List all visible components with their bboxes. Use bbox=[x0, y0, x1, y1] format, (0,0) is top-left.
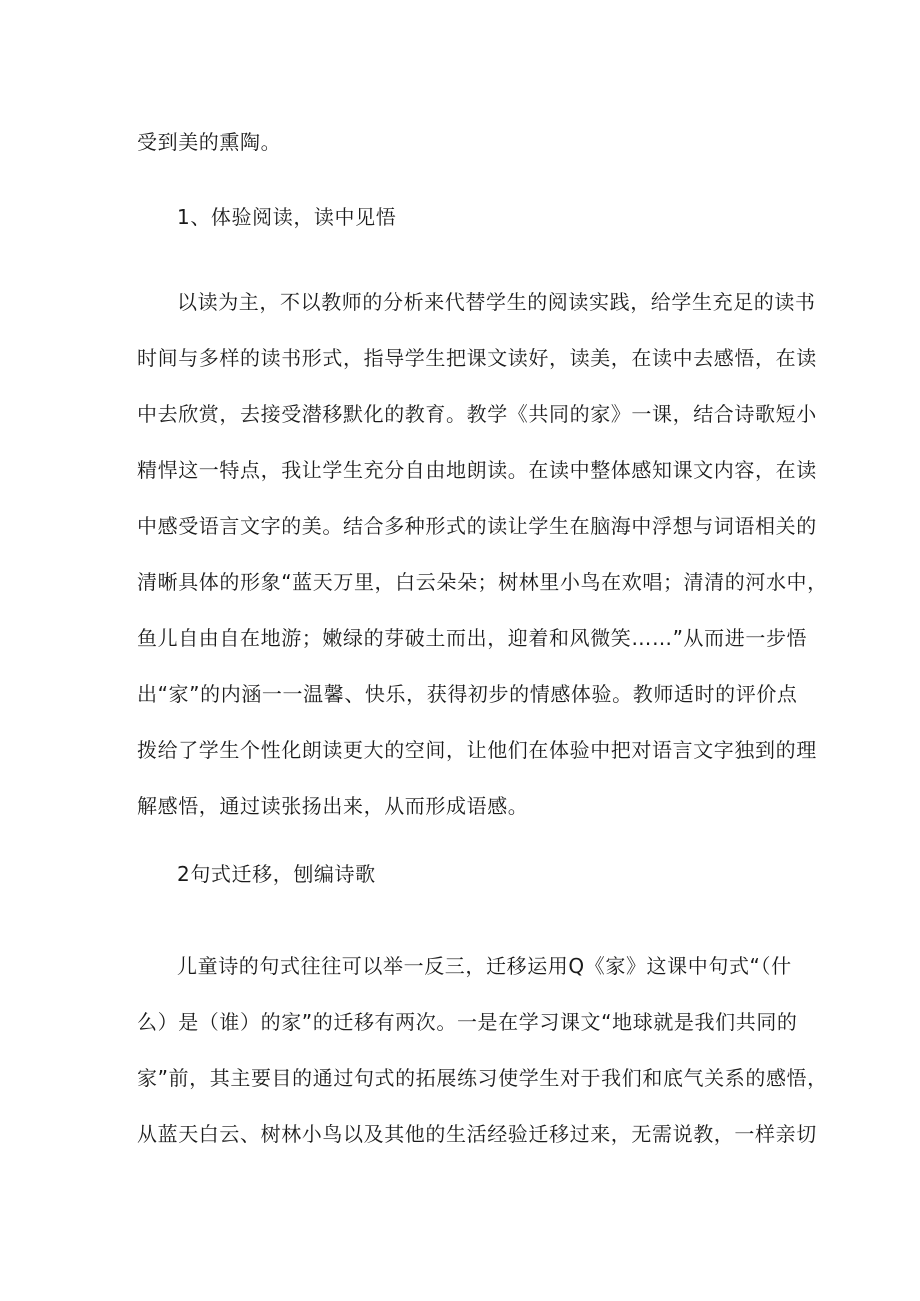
paragraph-line: 精悍这一特点，我让学生充分自由地朗读。在读中整体感知课文内容，在读 bbox=[137, 458, 817, 482]
section-heading: 1、体验阅读，读中见悟 bbox=[177, 205, 397, 229]
paragraph-line: 鱼儿自由自在地游；嫩绿的芽破土而出，迎着和风微笑……”从而进一步悟 bbox=[137, 626, 808, 650]
paragraph-line: 受到美的熏陶。 bbox=[137, 130, 282, 154]
paragraph-line: 么）是（谁）的家”的迁移有两次。一是在学习课文“地球就是我们共同的 bbox=[137, 1010, 798, 1034]
paragraph-line: 中感受语言文字的美。结合多种形式的读让学生在脑海中浮想与词语相关的 bbox=[137, 514, 817, 538]
paragraph-line: 拨给了学生个性化朗读更大的空间，让他们在体验中把对语言文字独到的理 bbox=[137, 738, 817, 762]
paragraph-line: 从蓝天白云、树林小鸟以及其他的生活经验迁移过来，无需说教，一样亲切 bbox=[137, 1122, 817, 1146]
section-heading: 2句式迁移，刨编诗歌 bbox=[177, 862, 376, 886]
paragraph-line: 以读为主，不以教师的分析来代替学生的阅读实践，给学生充足的读书 bbox=[177, 290, 816, 314]
paragraph-line: 儿童诗的句式往往可以举一反三，迁移运用Q《家》这课中句式“（什 bbox=[177, 954, 792, 978]
paragraph-line: 出“家”的内涵一一温馨、快乐，获得初步的情感体验。教师适时的评价点 bbox=[137, 682, 798, 706]
paragraph-line: 家”前，其主要目的通过句式的拓展练习使学生对于我们和底气关系的感悟， bbox=[137, 1066, 828, 1090]
paragraph-line: 时间与多样的读书形式，指导学生把课文读好，读美，在读中去感悟，在读 bbox=[137, 346, 817, 370]
paragraph-line: 中去欣赏，去接受潜移默化的教育。教学《共同的家》一课，结合诗歌短小 bbox=[137, 402, 817, 426]
paragraph-line: 清晰具体的形象“蓝天万里，白云朵朵；树林里小鸟在欢唱；清清的河水中， bbox=[137, 570, 828, 594]
paragraph-line: 解感悟，通过读张扬出来，从而形成语感。 bbox=[137, 794, 529, 818]
